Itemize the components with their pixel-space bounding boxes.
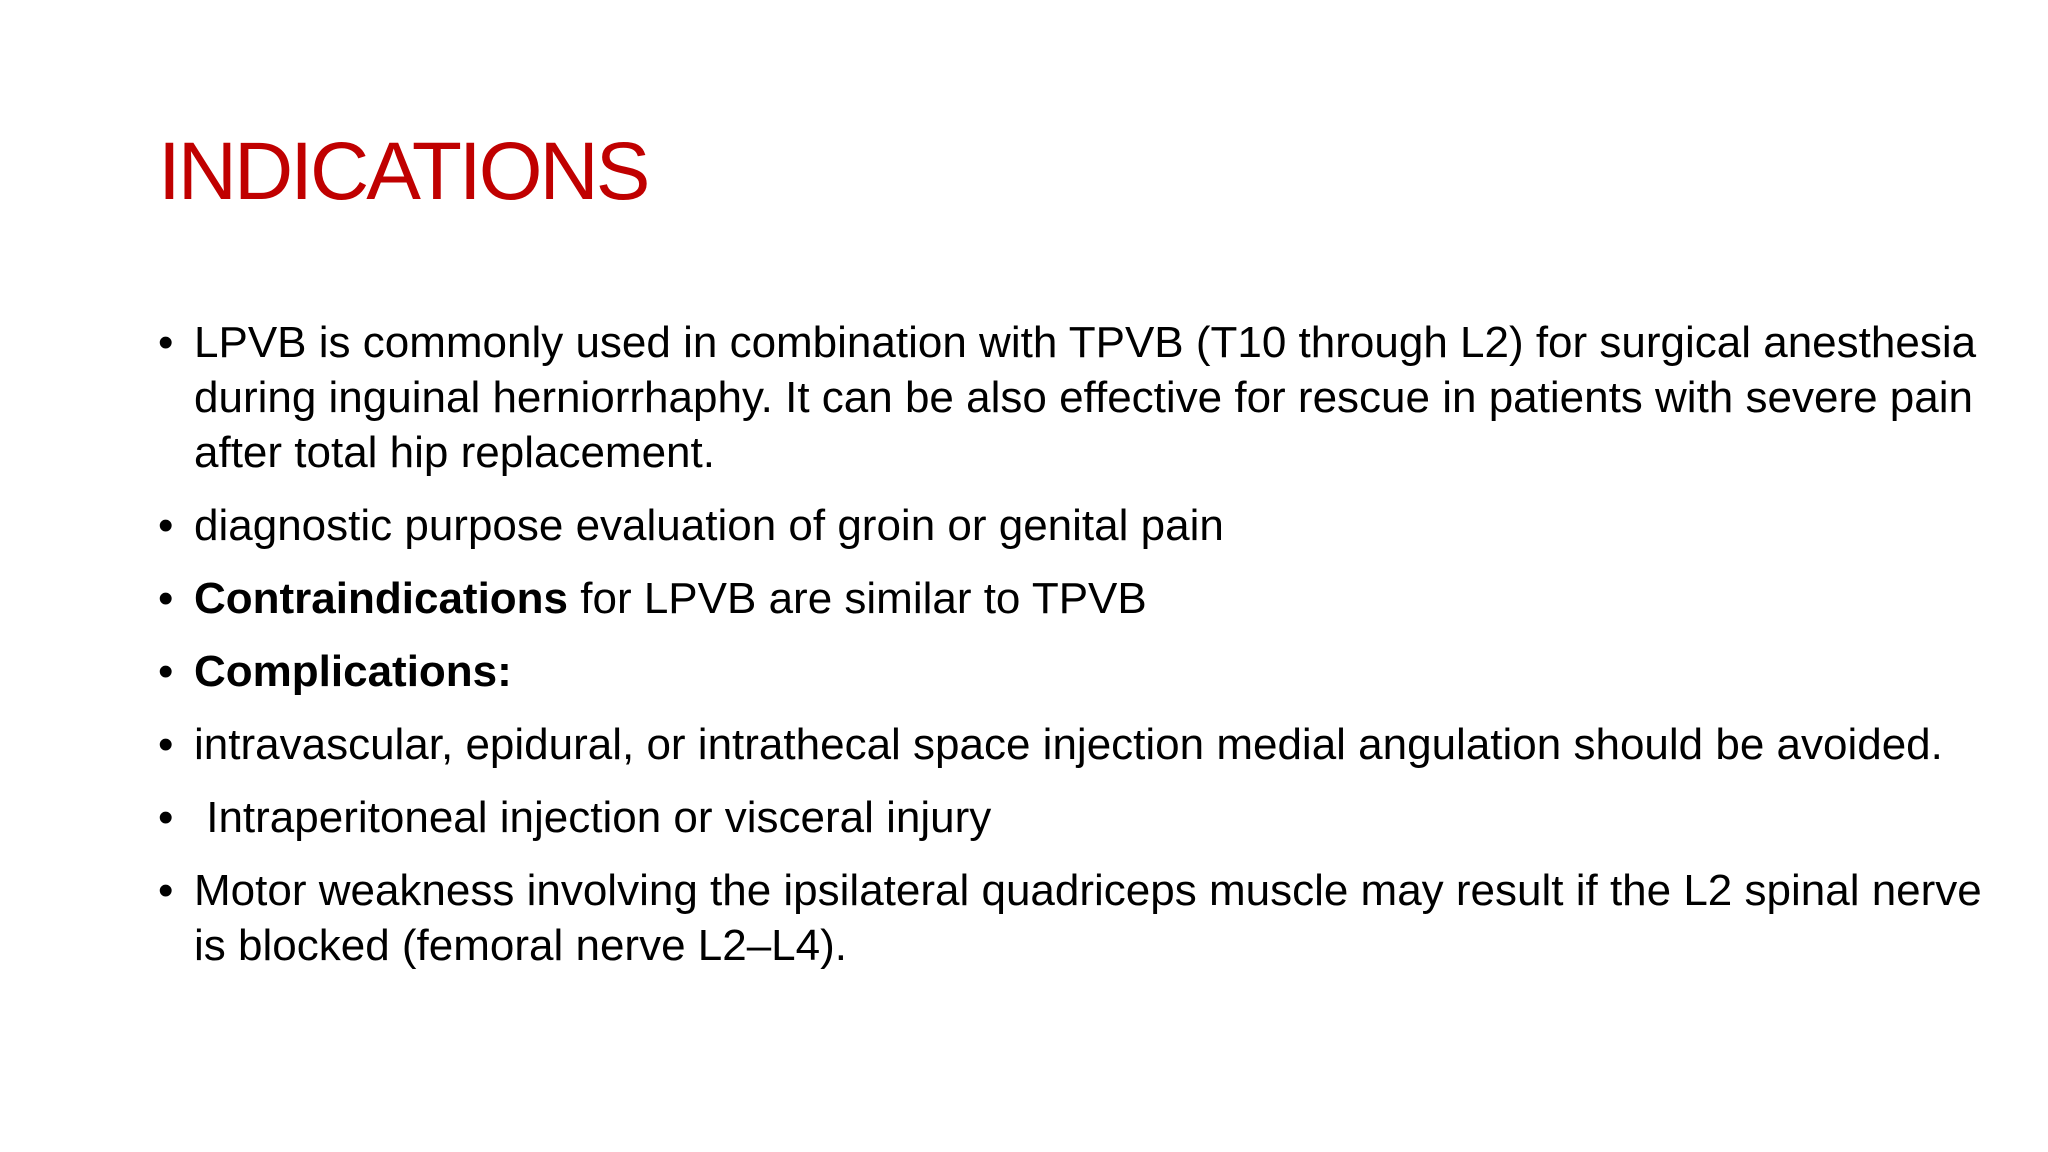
bullet-lead: Contraindications [194,574,569,623]
bullet-text: intravascular, epidural, or intrathecal space injection medial angulation should be avoided. [194,720,1943,769]
bullet-item [158,644,1998,699]
slide-title: INDICATIONS [158,126,648,217]
bullet-lead: Complications: [194,647,512,696]
bullet-text: diagnostic purpose evaluation of groin or genital pain [194,501,1224,550]
bullet-item [158,315,1998,480]
bullet-list [158,315,1998,991]
bullet-item [158,717,1998,772]
bullet-text: Intraperitoneal injection or visceral injury [206,793,992,842]
bullet-item [158,571,1998,626]
bullet-text: for LPVB are similar to TPVB [568,574,1147,623]
bullet-text: LPVB is commonly used in combination with TPVB (T10 through L2) for surgical anesthesia during inguinal herniorrhaphy. It can be also effective for rescue in patients with severe pain after total hip replacement. [194,318,1977,477]
bullet-text: Motor weakness involving the ipsilateral quadriceps muscle may result if the L2 spinal nerve is blocked (femoral nerve L2–L4). [194,866,1982,970]
bullet-item [158,498,1998,553]
bullet-item [158,790,1998,845]
bullet-item [158,863,1998,973]
